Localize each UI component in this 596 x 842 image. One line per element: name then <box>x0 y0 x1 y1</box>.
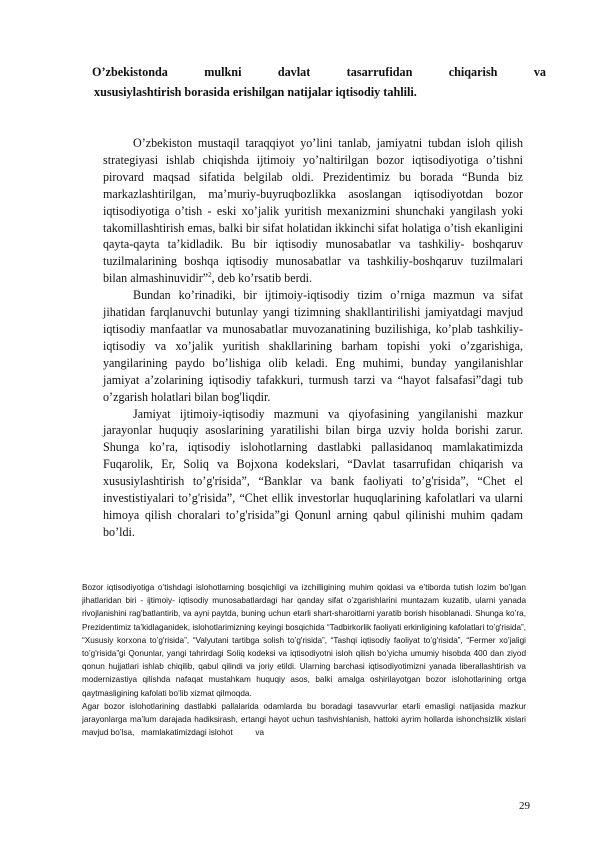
title-word: davlat <box>277 65 311 79</box>
page-number: 29 <box>519 800 530 812</box>
title-line-1 <box>92 62 546 82</box>
continuation-text <box>82 581 549 739</box>
title-word: O’zbekistonda <box>92 65 168 79</box>
small-paragraph-2: Agar bozor islohotlarining dastlabki pallalarida odamlarda bu boradagi tasavvurlar etarli emasligi natijasida mazkur jarayonlarga ma’lum darajada hadiksirash, ertangi hayot uchun tashvishlanish, hattoki ayrim hollarda ishonchsizlik xislari mavjud bo’lsa, mamlakatimizdagi islohot va <box>82 701 549 738</box>
title-word: tasarrufidan <box>346 65 413 79</box>
paragraph-1 <box>103 135 523 287</box>
title-word: mulkni <box>204 65 242 79</box>
paragraph-text: , deb ko’rsatib berdi. <box>211 271 313 286</box>
title-word: chiqarish <box>448 65 498 79</box>
title-line-2: xususiylashtirish borasida erishilgan natijalar iqtisodiy tahlili. <box>94 85 417 99</box>
footnote-reference[interactable]: 2 <box>208 271 212 280</box>
small-paragraph-1: Bozor iqtisodiyotiga o’tishdagi islohotlarning bosqichligi va izchilligining muhim qoidasi va e’tiborda tutish lozim bo’lgan jihatlaridan biri - ijtimoiy- iqtisodiy munosabatlardagi har qanday sifat o’zgarishlarini muntazam kuzatib, ularni yanada rivojlanishini rag'batlantirib, va ayni paytda, buning uchun etarli shart-sharoitlarni yaratib borish hisoblanadi. Shunga ko’ra, Prezidentimiz ta’kidlaganidek, islohotlarimizning keyingi bosqichida “Tadbirkorlik faoliyati erkinligining kafolatlari to’g'risida”, “Xususiy korxona to’g'risida”, “Valyutani tartibga solish to’g'risida”, “Tashqi iqtisodiy faoliyat to’g'risida”, “Fermer xo’jaligi to’g'risida”gi Qonunlar, yangi tahrirdagi Soliq kodeksi va iqtisodiyotni isloh qilish bo’yicha umumiy hisobda 400 dan ziyod qonun hujjatlari ishlab chiqilib, qabul qilindi va joriy etildi. Ularning barchasi iqtisodiyotimizni yanada liberallashtirish va modernizastiya qilishda nafaqat mustahkam huquqiy asos, balki amalga oshirilayotgan bozor islohotlarining ortga qaytmasligining kafolati bo’lib xizmat qilmoqda. <box>82 583 526 698</box>
paragraph-3: Jamiyat ijtimoiy-iqtisodiy mazmuni va qiyofasining yangilanishi mazkur jarayonlar huquqiy asoslarining yaratilishi bilan birga uzviy holda borishi zarur. Shunga ko’ra, iqtisodiy islohotlarning dastlabki pallasidanoq mamlakatimizda Fuqarolik, Er, Soliq va Bojxona kodekslari, “Davlat tasarrufidan chiqarish va xususiylashtirish to’g'risida”, “Banklar va bank faoliyati to’g'risida”, “Chet el investistiyalari to’g'risida”, “Chet ellik investorlar huquqlarining kafolatlari va ularni himoya qilish choralari to’g'risida”gi Qonunl arning qabul qilinishi muhim qadam bo’ldi. <box>103 406 523 539</box>
document-title <box>92 62 546 102</box>
title-word: va <box>533 65 546 79</box>
main-text <box>103 135 523 541</box>
paragraph-text: O’zbekiston mustaqil taraqqiyot yo’lini tanlab, jamiyatni tubdan isloh qilish strategiyasi ishlab chiqishda ijtimoiy yo’naltirilgan bozor iqtisodiyotiga o’tishni pirovard maqsad sifatida belgilab oldi. Prezidentimiz bu borada “Bunda biz markazlashtirilgan, ma’muriy-buyruqbozlikka asoslangan iqtisodiyotdan bozor iqtisodiyotiga o’tish - eski xo’jalik yuritish mexanizmini shunchaki yangilash yoki takomillashtirish emas, balki bir sifat holatidan ikkinchi sifat holatiga o’tish ekanligini qayta-qayta ta’kidladik. Bu bir iqtisodiy munosabatlar va tashkiliy- boshqaruv tuzilmalarining boshqa iqtisodiy munosabatlar va tashkiliy-boshqaruv tuzilmalari bilan almashinuvidir” <box>103 136 523 286</box>
paragraph-2: Bundan ko’rinadiki, bir ijtimoiy-iqtisodiy tizim o’rniga mazmun va sifat jihatidan farqlanuvchi butunlay yangi tizimning shakllantirilishi jamiyatdagi mavjud iqtisodiy manfaatlar va munosabatlar muvozanatining buzilishiga, ko’plab tashkiliy-iqtisodiy va xo’jalik yuritish shakllarining barham topishi yoki o’zgarishiga, yangilarining paydo bo’lishiga olib keladi. Eng muhimi, bunday yangilanishlar jamiyat a’zolarining iqtisodiy tafakkuri, turmush tarzi va “hayot falsafasi”dagi tub o’zgarish holatlari bilan bog'liqdir. <box>103 288 523 404</box>
